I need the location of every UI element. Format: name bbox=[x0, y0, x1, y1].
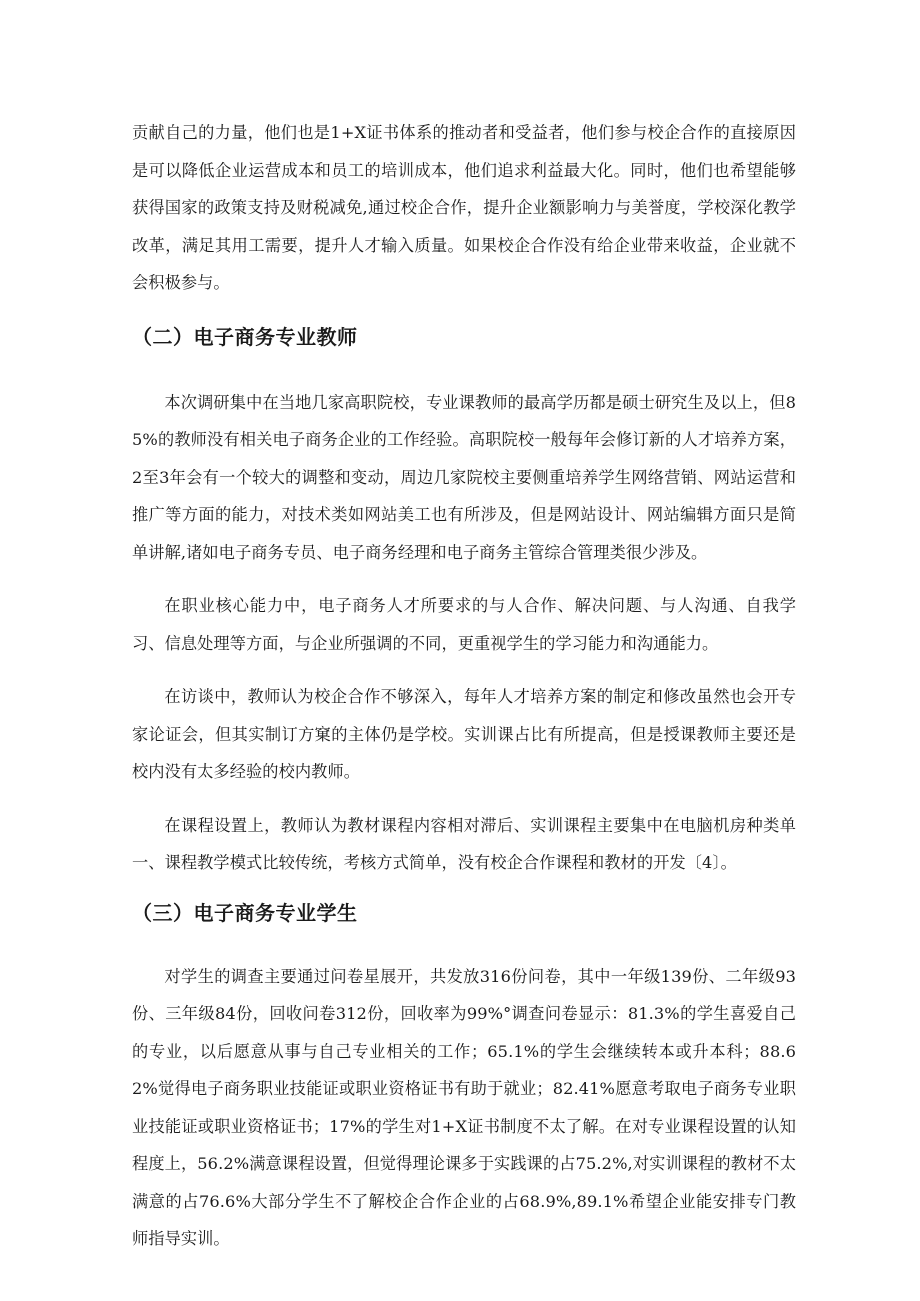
section-heading-teachers: （二）电子商务专业教师 bbox=[132, 324, 358, 349]
paragraph-students-1: 对学生的调查主要通过问卷星展开，共发放316份问卷，其中一年级139份、二年级93份、三年级84份，回收问卷312份，回收率为99%°调查问卷显示：81.3%的学生喜爱自己的专业，以后愿意从事与自己专业相关的工作；65.1%的学生会继续转本或升本科；88.62%觉得电子商务职业技能证或职业资格证书有助于就业；82.41%愿意考取电子商务专业职业技能证或职业资格证书；17%的学生对1+X证书制度不太了解。在对专业课程设置的认知程度上，56.2%满意课程设置，但觉得理论课多于实践课的占75.2%,对实训课程的教材不太满意的占76.6%大部分学生不了解校企合作企业的占68.9%,89.1%希望企业能安排专门教师指导实训。 bbox=[132, 966, 796, 1248]
paragraph-teachers-2: 在职业核心能力中，电子商务人才所要求的与人合作、解决问题、与人沟通、自我学习、信息处理等方面，与企业所强调的不同，更重视学生的学习能力和沟通能力。 bbox=[132, 596, 796, 653]
paragraph-teachers-1: 本次调研集中在当地几家高职院校，专业课教师的最高学历都是硕士研究生及以上，但85%的教师没有相关电子商务企业的工作经验。高职院校一般每年会修订新的人才培养方案，2至3年会有一个较大的调整和变动，周边几家院校主要侧重培养学生网络营销、网站运营和推广等方面的能力，对技术类如网站美工也有所涉及，但是网站设计、网站编辑方面只是简单讲解,诸如电子商务专员、电子商务经理和电子商务主管综合管理类很少涉及。 bbox=[132, 392, 796, 562]
document-body bbox=[132, 114, 796, 1274]
paragraph-teachers-3: 在访谈中，教师认为校企合作不够深入，每年人才培养方案的制定和修改虽然也会开专家论证会，但其实制订方窠的主体仍是学校。实训课占比有所提高，但是授课教师主要还是校内没有太多经验的校内教师。 bbox=[132, 687, 796, 781]
paragraph-teachers-4: 在课程设置上，教师认为教材课程内容相对滞后、实训课程主要集中在电脑机房种类单一、课程教学模式比较传统，考核方式简单，没有校企合作课程和教材的开发〔4〕。 bbox=[132, 815, 796, 872]
section-heading-students: （三）电子商务专业学生 bbox=[132, 900, 358, 925]
paragraph-intro: 贡献自己的力量，他们也是1+X证书体系的推动者和受益者，他们参与校企合作的直接原因是可以降低企业运营成本和员工的培训成本，他们追求利益最大化。同时，他们也希望能够获得国家的政策支持及财税减免,通过校企合作，提升企业额影响力与美誉度，学校深化教学改革，满足其用工需要，提升人才输入质量。如果校企合作没有给企业带来收益，企业就不会积极参与。 bbox=[132, 123, 796, 292]
